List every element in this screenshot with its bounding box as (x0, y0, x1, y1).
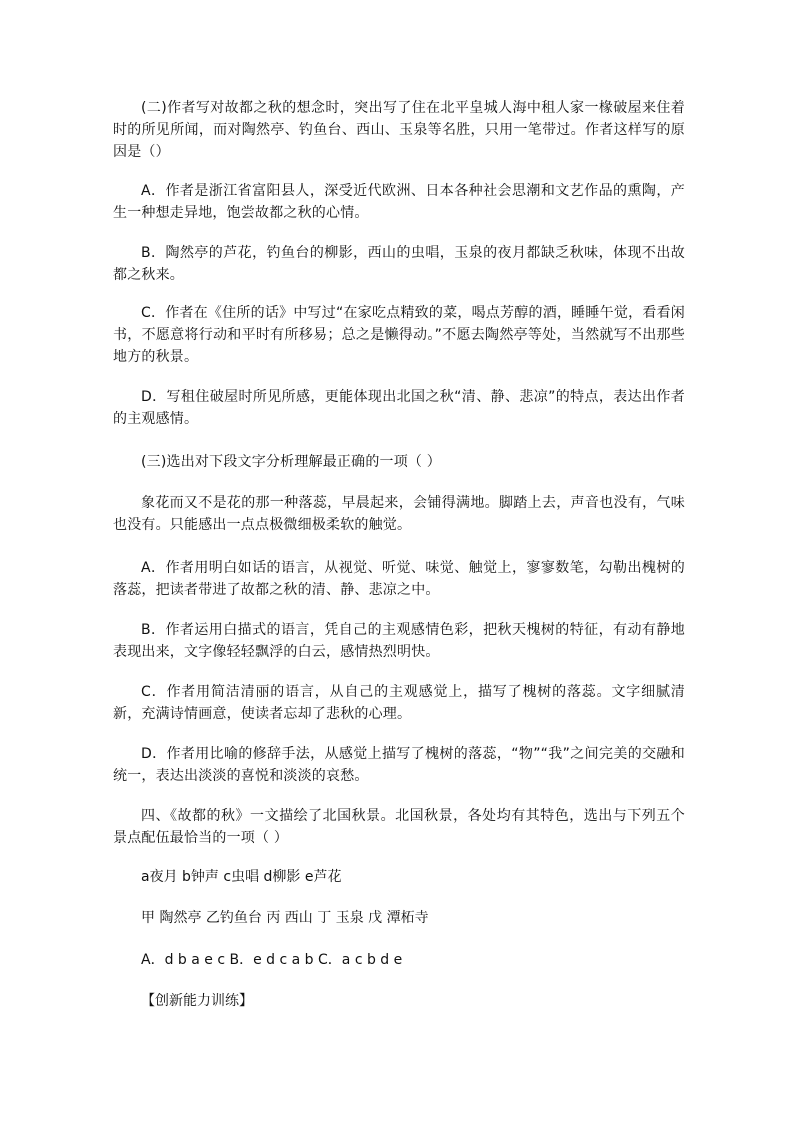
question-2-option-b: B．陶然亭的芦花，钓鱼台的柳影，西山的虫唱，玉泉的夜月都缺乏秋味，体现不出故都之秋来。 (113, 245, 685, 283)
question-3-option-c: C．作者用简洁清丽的语言，从自己的主观感觉上，描写了槐树的落蕊。文字细腻清新，充满诗情画意，使读者忘却了悲秋的心理。 (113, 684, 685, 722)
question-3-stem: (三)选出对下段文字分析理解最正确的一项（ ） (141, 454, 441, 470)
question-2-option-a: A．作者是浙江省富阳县人，深受近代欧洲、日本各种社会思潮和文艺作品的熏陶，产生一种想走异地，饱尝故都之秋的心情。 (113, 183, 685, 221)
section-heading-innovation-training: 【创新能力训练】 (141, 993, 253, 1009)
question-3-option-b: B．作者运用白描式的语言，凭自己的主观感情色彩，把秋天槐树的特征，有动有静地表现出来，文字像轻轻飘浮的白云，感情热烈明快。 (113, 622, 685, 660)
question-3-option-d: D．作者用比喻的修辞手法，从感觉上描写了槐树的落蕊，“物”“我”之间完美的交融和统一，表达出淡淡的喜悦和淡淡的哀愁。 (113, 746, 685, 784)
question-3-passage: 象花而又不是花的那一种落蕊，早晨起来，会铺得满地。脚踏上去，声音也没有，气味也没有。只能感出一点点极微细极柔软的触觉。 (113, 495, 685, 533)
question-2-option-c: C．作者在《住所的话》中写过“在家吃点精致的菜，喝点芳醇的酒，睡睡午觉，看看闲书，不愿意将行动和平时有所移易；总之是懒得动。”不愿去陶然亭等处，当然就写不出那些地方的秋景。 (113, 305, 685, 365)
question-2-stem: (二)作者写对故都之秋的想念时，突出写了住在北平皇城人海中租人家一椽破屋来住着时的所见所闻，而对陶然亭、钓鱼台、西山、玉泉等名胜，只用一笔带过。作者这样写的原因是（） (113, 100, 685, 160)
question-4-options: A．d b a e c B．e d c a b C．a c b d e (141, 952, 403, 968)
question-4-place-list: 甲 陶然亭 乙钓鱼台 丙 西山 丁 玉泉 戊 潭柘寺 (141, 910, 429, 926)
question-2-option-d: D．写租住破屋时所见所感，更能体现出北国之秋“清、静、悲凉”的特点，表达出作者的主观感情。 (113, 389, 685, 427)
question-4-stem: 四、《故都的秋》一文描绘了北国秋景。北国秋景，各处均有其特色，选出与下列五个景点配伍最恰当的一项（ ） (113, 808, 685, 846)
question-4-scenery-list: a夜月 b钟声 c虫唱 d柳影 e芦花 (141, 869, 342, 885)
question-3-option-a: A．作者用明白如话的语言，从视觉、听觉、味觉、触觉上，寥寥数笔，勾勒出槐树的落蕊，把读者带进了故都之秋的清、静、悲凉之中。 (113, 560, 685, 598)
